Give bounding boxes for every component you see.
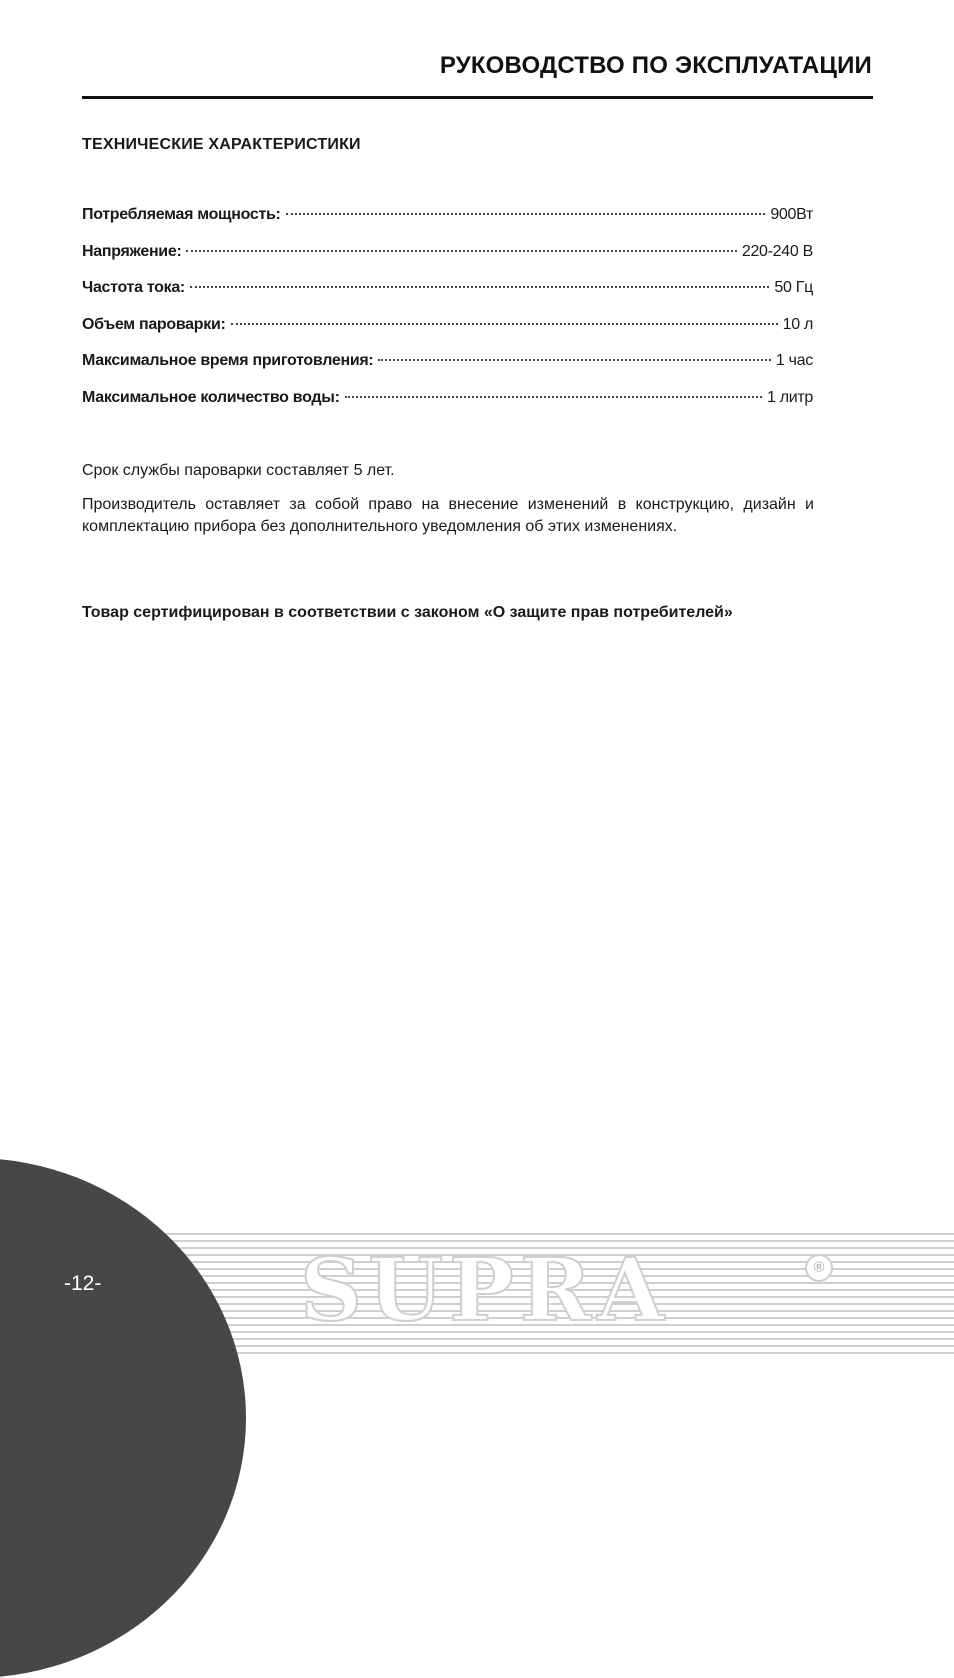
registered-trademark-icon: ® bbox=[805, 1254, 833, 1282]
spec-label: Напряжение: bbox=[82, 242, 182, 260]
spec-label: Максимальное количество воды: bbox=[82, 388, 340, 406]
document-title: РУКОВОДСТВО ПО ЭКСПЛУАТАЦИИ bbox=[439, 52, 872, 79]
spec-row-power bbox=[82, 206, 813, 243]
dot-leader bbox=[286, 213, 766, 215]
manufacturer-note: Производитель оставляет за собой право на внесение изменений в конструкцию, дизайн и комплектацию прибора без дополнительного уведомления об этих изменениях. bbox=[82, 496, 814, 535]
spec-row-frequency bbox=[82, 279, 813, 316]
dot-leader bbox=[231, 323, 778, 325]
specs-list bbox=[82, 206, 813, 426]
certification-notice: Товар сертифицирован в соответствии с законом «О защите прав потребителей» bbox=[82, 604, 733, 621]
service-life-text: Срок службы пароварки составляет 5 лет. bbox=[82, 462, 395, 479]
spec-value: 50 Гц bbox=[774, 279, 813, 297]
spec-value: 220-240 В bbox=[741, 242, 813, 260]
specs-heading: ТЕХНИЧЕСКИЕ ХАРАКТЕРИСТИКИ bbox=[82, 136, 361, 153]
spec-value: 1 час bbox=[775, 352, 813, 370]
page-number: -12- bbox=[64, 1272, 102, 1295]
dot-leader bbox=[190, 286, 769, 288]
spec-label: Потребляемая мощность: bbox=[82, 206, 281, 223]
dot-leader bbox=[186, 250, 736, 252]
spec-label: Максимальное время приготовления: bbox=[82, 352, 374, 370]
spec-row-max-water bbox=[82, 389, 813, 426]
spec-value: 10 л bbox=[782, 315, 813, 333]
spec-value: 1 литр bbox=[766, 388, 813, 406]
spec-row-volume bbox=[82, 316, 813, 353]
header-divider bbox=[82, 96, 873, 99]
dot-leader bbox=[378, 359, 770, 361]
supra-logo: SUPRA bbox=[300, 1240, 670, 1341]
spec-value: 900Вт bbox=[770, 206, 813, 223]
spec-row-voltage bbox=[82, 243, 813, 280]
spec-label: Частота тока: bbox=[82, 279, 185, 297]
spec-row-max-time bbox=[82, 352, 813, 389]
spec-label: Объем пароварки: bbox=[82, 315, 226, 333]
dot-leader bbox=[345, 396, 762, 398]
